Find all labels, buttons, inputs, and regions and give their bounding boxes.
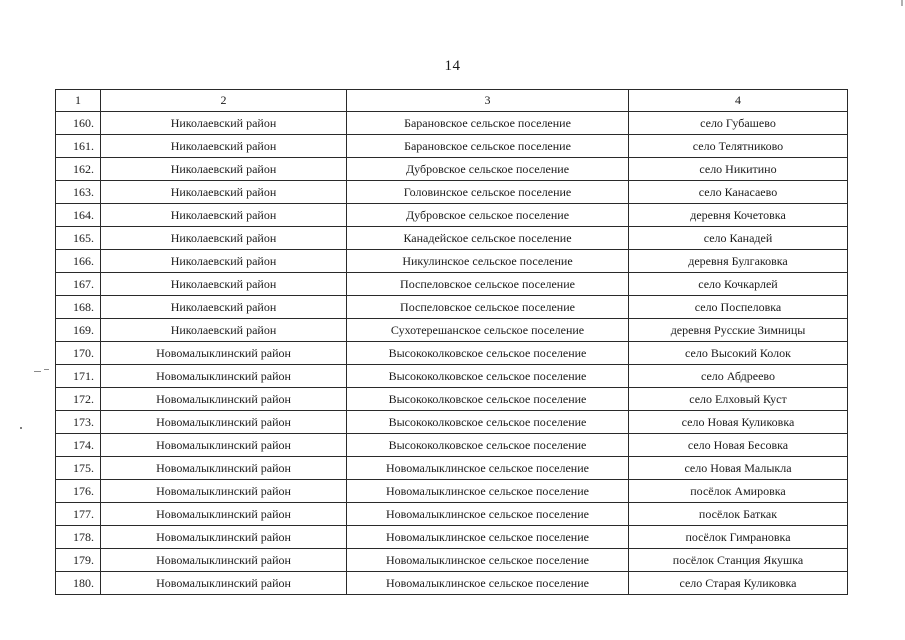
settlement-cell: Высококолковское сельское поселение [347, 411, 629, 434]
table-row [56, 342, 848, 365]
settlement-cell: Новомалыклинское сельское поселение [347, 526, 629, 549]
column-header-locality: 4 [629, 90, 848, 112]
row-number-cell: 176. [56, 480, 101, 503]
table-row [56, 112, 848, 135]
column-header-district: 2 [101, 90, 347, 112]
settlement-cell: Сухотерешанское сельское поселение [347, 319, 629, 342]
scan-artifact-dash [44, 369, 49, 370]
settlement-cell: Высококолковское сельское поселение [347, 365, 629, 388]
settlement-cell: Высококолковское сельское поселение [347, 434, 629, 457]
district-cell: Новомалыклинский район [101, 388, 347, 411]
row-number-cell: 179. [56, 549, 101, 572]
settlement-cell: Никулинское сельское поселение [347, 250, 629, 273]
settlement-cell: Поспеловское сельское поселение [347, 273, 629, 296]
district-cell: Николаевский район [101, 273, 347, 296]
scan-artifact-dash [34, 371, 41, 372]
table-row [56, 526, 848, 549]
settlement-cell: Высококолковское сельское поселение [347, 342, 629, 365]
row-number-cell: 167. [56, 273, 101, 296]
row-number-cell: 160. [56, 112, 101, 135]
table-row [56, 480, 848, 503]
row-number-cell: 162. [56, 158, 101, 181]
settlement-cell: Поспеловское сельское поселение [347, 296, 629, 319]
row-number-cell: 178. [56, 526, 101, 549]
locality-cell: село Елховый Куст [629, 388, 848, 411]
row-number-cell: 172. [56, 388, 101, 411]
settlement-cell: Новомалыклинское сельское поселение [347, 549, 629, 572]
settlement-cell: Новомалыклинское сельское поселение [347, 572, 629, 595]
row-number-cell: 174. [56, 434, 101, 457]
locality-cell: село Никитино [629, 158, 848, 181]
locality-cell: село Старая Куликовка [629, 572, 848, 595]
table-row [56, 204, 848, 227]
column-header-settlement: 3 [347, 90, 629, 112]
settlement-cell: Головинское сельское поселение [347, 181, 629, 204]
district-cell: Новомалыклинский район [101, 480, 347, 503]
district-cell: Николаевский район [101, 227, 347, 250]
district-cell: Николаевский район [101, 296, 347, 319]
row-number-cell: 177. [56, 503, 101, 526]
locality-cell: село Телятниково [629, 135, 848, 158]
district-cell: Новомалыклинский район [101, 342, 347, 365]
settlement-cell: Дубровское сельское поселение [347, 158, 629, 181]
district-cell: Николаевский район [101, 181, 347, 204]
row-number-cell: 166. [56, 250, 101, 273]
district-cell: Новомалыклинский район [101, 434, 347, 457]
settlement-cell: Высококолковское сельское поселение [347, 388, 629, 411]
locality-cell: село Новая Малыкла [629, 457, 848, 480]
district-cell: Новомалыклинский район [101, 549, 347, 572]
row-number-cell: 180. [56, 572, 101, 595]
table-row [56, 158, 848, 181]
table-row [56, 319, 848, 342]
table-row [56, 296, 848, 319]
row-number-cell: 175. [56, 457, 101, 480]
locality-cell: село Новая Куликовка [629, 411, 848, 434]
table-row [56, 365, 848, 388]
district-cell: Николаевский район [101, 158, 347, 181]
district-cell: Новомалыклинский район [101, 411, 347, 434]
district-cell: Николаевский район [101, 250, 347, 273]
row-number-cell: 168. [56, 296, 101, 319]
settlement-cell: Барановское сельское поселение [347, 135, 629, 158]
locality-cell: село Губашево [629, 112, 848, 135]
settlement-cell: Дубровское сельское поселение [347, 204, 629, 227]
settlement-cell: Барановское сельское поселение [347, 112, 629, 135]
table-row [56, 250, 848, 273]
settlements-table [55, 89, 848, 595]
table-row [56, 227, 848, 250]
settlement-cell: Новомалыклинское сельское поселение [347, 480, 629, 503]
district-cell: Николаевский район [101, 112, 347, 135]
district-cell: Новомалыклинский район [101, 572, 347, 595]
district-cell: Новомалыклинский район [101, 503, 347, 526]
table-row [56, 411, 848, 434]
locality-cell: деревня Русские Зимницы [629, 319, 848, 342]
table-row [56, 388, 848, 411]
row-number-cell: 173. [56, 411, 101, 434]
district-cell: Новомалыклинский район [101, 526, 347, 549]
settlement-cell: Новомалыклинское сельское поселение [347, 503, 629, 526]
row-number-cell: 164. [56, 204, 101, 227]
locality-cell: посёлок Баткак [629, 503, 848, 526]
district-cell: Николаевский район [101, 135, 347, 158]
row-number-cell: 163. [56, 181, 101, 204]
row-number-cell: 171. [56, 365, 101, 388]
locality-cell: село Абдреево [629, 365, 848, 388]
header-row [56, 90, 848, 112]
row-number-cell: 165. [56, 227, 101, 250]
row-number-cell: 161. [56, 135, 101, 158]
table-row [56, 549, 848, 572]
table-header [56, 90, 848, 112]
scan-artifact-dot [20, 427, 22, 429]
settlement-cell: Новомалыклинское сельское поселение [347, 457, 629, 480]
table-row [56, 181, 848, 204]
locality-cell: село Канасаево [629, 181, 848, 204]
table-row [56, 572, 848, 595]
locality-cell: посёлок Амировка [629, 480, 848, 503]
locality-cell: село Поспеловка [629, 296, 848, 319]
table-row [56, 273, 848, 296]
locality-cell: село Канадей [629, 227, 848, 250]
row-number-cell: 170. [56, 342, 101, 365]
locality-cell: посёлок Станция Якушка [629, 549, 848, 572]
table-row [56, 135, 848, 158]
column-header-number: 1 [56, 90, 101, 112]
table-row [56, 434, 848, 457]
locality-cell: деревня Кочетовка [629, 204, 848, 227]
row-number-cell: 169. [56, 319, 101, 342]
locality-cell: село Кочкарлей [629, 273, 848, 296]
table-row [56, 503, 848, 526]
table-row [56, 457, 848, 480]
locality-cell: посёлок Гимрановка [629, 526, 848, 549]
district-cell: Новомалыклинский район [101, 457, 347, 480]
table-body [56, 112, 848, 595]
page-number: 14 [444, 58, 461, 74]
district-cell: Новомалыклинский район [101, 365, 347, 388]
district-cell: Николаевский район [101, 319, 347, 342]
scan-artifact-edge [901, 0, 903, 6]
locality-cell: село Новая Бесовка [629, 434, 848, 457]
locality-cell: деревня Булгаковка [629, 250, 848, 273]
locality-cell: село Высокий Колок [629, 342, 848, 365]
settlement-cell: Канадейское сельское поселение [347, 227, 629, 250]
district-cell: Николаевский район [101, 204, 347, 227]
